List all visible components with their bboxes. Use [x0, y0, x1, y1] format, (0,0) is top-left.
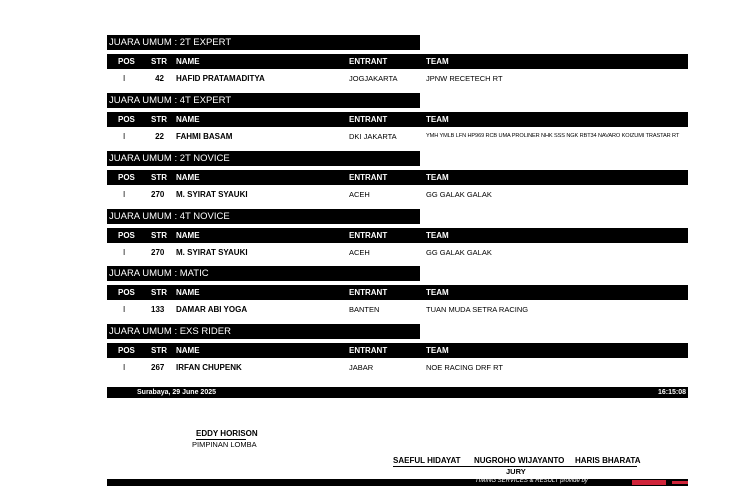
section-title: JUARA UMUM : 4T NOVICE — [107, 209, 420, 224]
team-cell: JPNW RECETECH RT — [426, 74, 503, 83]
start-number-cell: 267 — [151, 363, 165, 372]
result-row — [107, 71, 688, 86]
entrant-cell: BANTEN — [349, 305, 380, 314]
location-date: Surabaya, 29 June 2025 — [137, 389, 216, 396]
rider-name-cell: DAMAR ABI YOGA — [176, 305, 248, 314]
footer-bar — [107, 387, 688, 398]
entrant-cell: ACEH — [349, 248, 370, 257]
col-team-header: TEAM — [426, 346, 449, 355]
column-header-row — [107, 170, 688, 185]
col-name-header: NAME — [176, 115, 200, 124]
pos-cell: I — [123, 248, 126, 257]
timing-bar — [107, 479, 688, 486]
result-row — [107, 360, 688, 375]
col-entrant-header: ENTRANT — [349, 57, 388, 66]
section-title: JUARA UMUM : EXS RIDER — [107, 324, 420, 339]
col-name-header: NAME — [176, 288, 200, 297]
rider-name-cell: FAHMI BASAM — [176, 132, 233, 141]
col-entrant-header: ENTRANT — [349, 115, 388, 124]
col-pos-header: POS — [118, 288, 135, 297]
col-entrant-header: ENTRANT — [349, 231, 388, 240]
pos-cell: I — [123, 132, 126, 141]
column-header-row — [107, 343, 688, 358]
pos-cell: I — [123, 305, 126, 314]
col-team-header: TEAM — [426, 288, 449, 297]
start-number-cell: 22 — [155, 132, 164, 141]
team-cell: YMH YMLB LFN HP969 RCB UMA PROLINER NHK SSS NGK RBT34 NAVARO KOIZUMI TRASTAR RT — [426, 133, 680, 139]
pos-cell: I — [123, 190, 126, 199]
col-name-header: NAME — [176, 231, 200, 240]
col-str-header: STR — [151, 115, 167, 124]
column-header-row — [107, 285, 688, 300]
jury-name-2: NUGROHO WIJAYANTO — [474, 456, 565, 465]
col-team-header: TEAM — [426, 115, 449, 124]
col-pos-header: POS — [118, 346, 135, 355]
result-row — [107, 129, 688, 144]
column-header-row — [107, 112, 688, 127]
section-title: JUARA UMUM : 4T EXPERT — [107, 93, 420, 108]
start-number-cell: 133 — [151, 305, 165, 314]
team-cell: TUAN MUDA SETRA RACING — [426, 305, 529, 314]
result-row — [107, 187, 688, 202]
column-header-row — [107, 228, 688, 243]
col-team-header: TEAM — [426, 57, 449, 66]
col-entrant-header: ENTRANT — [349, 346, 388, 355]
col-pos-header: POS — [118, 115, 135, 124]
team-cell: NOE RACING DRF RT — [426, 363, 503, 372]
start-number-cell: 270 — [151, 248, 165, 257]
race-director-title: PIMPINAN LOMBA — [192, 440, 257, 449]
col-team-header: TEAM — [426, 173, 449, 182]
rider-name-cell: M. SYIRAT SYAUKI — [176, 248, 248, 257]
jury-title: JURY — [506, 467, 526, 476]
entrant-cell: JOGJAKARTA — [349, 74, 398, 83]
entrant-cell: DKI JAKARTA — [349, 132, 397, 141]
start-number-cell: 42 — [155, 74, 164, 83]
col-entrant-header: ENTRANT — [349, 288, 388, 297]
race-director-name: EDDY HORISON — [196, 429, 258, 438]
col-str-header: STR — [151, 231, 167, 240]
rider-name-cell: HAFID PRATAMADITYA — [176, 74, 265, 83]
timing-logo-icon — [632, 480, 688, 485]
pos-cell: I — [123, 74, 126, 83]
entrant-cell: ACEH — [349, 190, 370, 199]
section-title: JUARA UMUM : MATIC — [107, 266, 420, 281]
col-str-header: STR — [151, 346, 167, 355]
col-str-header: STR — [151, 173, 167, 182]
jury-name-1: SAEFUL HIDAYAT — [393, 456, 461, 465]
col-entrant-header: ENTRANT — [349, 173, 388, 182]
jury-name-3: HARIS BHARATA — [575, 456, 641, 465]
section-title: JUARA UMUM : 2T EXPERT — [107, 35, 420, 50]
col-name-header: NAME — [176, 346, 200, 355]
result-row — [107, 302, 688, 317]
print-time: 16:15:08 — [657, 389, 686, 396]
start-number-cell: 270 — [151, 190, 165, 199]
entrant-cell: JABAR — [349, 363, 374, 372]
rider-name-cell: IRFAN CHUPENK — [176, 363, 242, 372]
section-title: JUARA UMUM : 2T NOVICE — [107, 151, 420, 166]
column-header-row — [107, 54, 688, 69]
col-str-header: STR — [151, 57, 167, 66]
col-name-header: NAME — [176, 173, 200, 182]
timing-credit: TIMING SERVICES & RESULT provide by — [475, 479, 588, 484]
result-row — [107, 245, 688, 260]
pos-cell: I — [123, 363, 126, 372]
team-cell: GG GALAK GALAK — [426, 190, 492, 199]
col-pos-header: POS — [118, 57, 135, 66]
rider-name-cell: M. SYIRAT SYAUKI — [176, 190, 248, 199]
col-team-header: TEAM — [426, 231, 449, 240]
col-name-header: NAME — [176, 57, 200, 66]
col-str-header: STR — [151, 288, 167, 297]
col-pos-header: POS — [118, 231, 135, 240]
team-cell: GG GALAK GALAK — [426, 248, 492, 257]
col-pos-header: POS — [118, 173, 135, 182]
